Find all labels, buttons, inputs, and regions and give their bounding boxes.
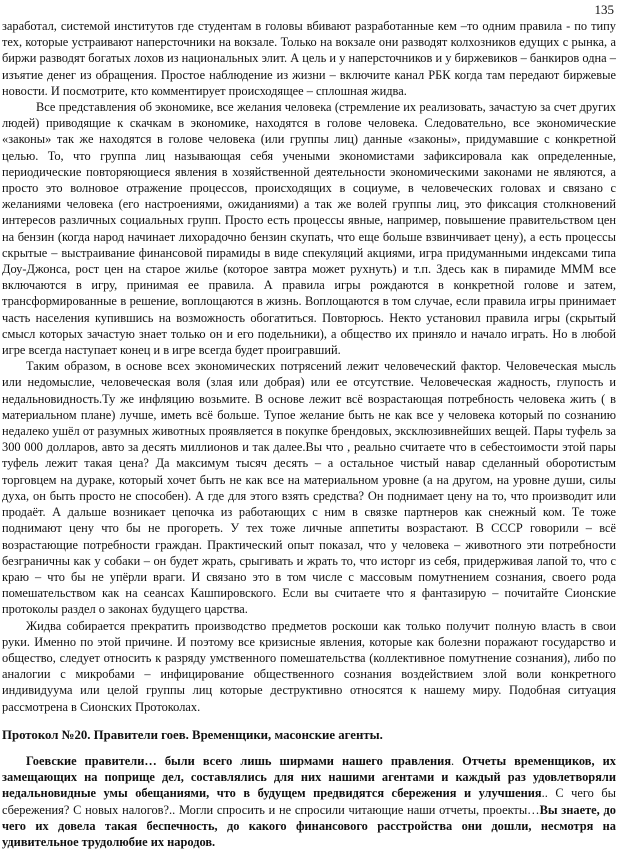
paragraph-protocol-20 bbox=[2, 753, 616, 850]
paragraph-2: Все представления об экономике, все желания человека (стремление их реализовать, зачастую за счет других людей) приводящие к скачкам в экономике, находятся в голове человека. Следовательно, все экономические «законы» так же находятся в голове человека (или группы лиц) данные «законы», придумавшие с конкретной целью. То, что группа лиц называющая себя учеными экономистами зафиксировала как определенные, периодические повторяющиеся явления в хозяйственной деятельности экономическими законами не являются, а просто это волновое отражение процессов, происходящих в социуме, в человеческих головах и связано с желаниями человека (его настроениями, ожиданиями) а так же волей группы лиц, это фиксация столкновений интересов различных социальных групп. Просто есть процессы явные, например, повышение правительством цен на бензин (когда народ начинает лихорадочно бензин скупать, что еще больше взвинчивает цену), а есть процессы скрытые – выстраивание финансовой пирамиды в виде спекуляций акциями, игра придуманными индексами типа Доу-Джонса, рост цен на старое жилье (которое завтра может рухнуть) и т.п. Здесь как в пирамиде МММ все включаются в игру, принимая ее правила. А правила игры рождаются в конкретной голове и затем, трансформированные в решение, воплощаются в жизнь. Воплощаются в том случае, если правила игры принимает часть населения купившись на возможность обогатиться. Повторюсь. Некто установил правила игры (скрытый смысл которых зачастую знает только он и его подельники), а общество их приняло и начало играть. Но в любой игре всегда наступает конец и в игре всегда будет проигравший. bbox=[2, 100, 616, 358]
paragraph-1: заработал, системой институтов где студентам в головы вбивают разработанные кем –то одним правила - по типу тех, которые устраивают наперсточники на вокзале. Только на вокзале они разводят колхозников едущих с рынка, а биржи разводят богатых лохов из национальных элит. А цель и у наперсточников и у биржевиков – банкиров одна – изъятие денег из обращения. Простое наблюдение из жизни – включите канал РБК когда там передают биржевые новости. И посмотрите, кто комментирует происходящее – сплошная жидва. bbox=[2, 19, 616, 98]
section-heading: Протокол №20. Правители гоев. Временщики, масонские агенты. bbox=[2, 727, 383, 742]
paragraph-4: Жидва собирается прекратить производство предметов роскоши как только получит полную власть в свои руки. Именно по этой причине. И поэтому все кризисные явления, которые как болезни поражают государство и общество, следует относить к разряду умственного помешательства (коллективное помутнение сознания), либо по аналогии с микробами – инфицирование общественного сознания воздействием злой воли конкретного индивидуума или целой группы лиц которые деструктивно относятся к нашему миру. Подобная ситуация рассмотрена в Сионских Протоколах. bbox=[2, 618, 616, 714]
paragraph-3: Таким образом, в основе всех экономических потрясений лежит человеческий фактор. Человеческая мысль или недомыслие, человеческая воля (злая или добрая) или ее отсутствие. Человеческая жадность, глупость и недальновидность.Ту же инфляцию возьмите. В основе лежит всё возрастающая потребность человека жить ( в материальном плане) лучше, иметь всё больше. Тупое желание быть не как все у человека который по сознанию недалеко ушёл от разумных животных проявляется в покупке брендовых, эксклюзивнейших вещей. Пары туфель за 300 000 долларов, авто за десять миллионов и так далее.Вы что , реально считаете что в себестоимости этой пары туфель лежит такая цена? Да максимум тысяч десять – а остальное чистый навар сделанный оборотистым торговцем на дураке, который хочет быть не как все на материальном уровне (а на другом, на уровне души, силы духа, он быть просто не способен). А где для этого взять средства? Он поднимает цену на то, что производит или продаёт. А дальше возникает цепочка из работающих с ним в связке партнеров как снежный ком. Те тоже поднимают цену что бы не прогореть. У тех тоже личные аппетиты возрастают. В СССР говорили – всё возрастающие потребности граждан. Практический опыт показал, что у человека – животного эти потребности безграничны как у собаки – он будет жрать, срыгивать и жрать то, что исторг из себя, придерживая лапой то, что с краю – что бы не упёрли враги. И связано это в том числе с массовым помутнением сознания, своего рода помешательством как на сеансах Кашпировского. Если вы считаете что я фантазирую – почитайте Сионские протоколы раздел о законах будущего царства. bbox=[2, 359, 616, 617]
bold-text-3: Вы знаете, до чего их довела такая беспечность, до какого финансового расстройства они дошли, несмотря на удивительное трудолюбие их народов. bbox=[2, 802, 616, 849]
page-number: 135 bbox=[594, 2, 614, 17]
bold-text-2: Отчеты временщиков, их замещающих на поприще дел, составлялись для них нашими агентами и каждый раз удовлетворяли недальновидные умы обещаниями, что в будущем предвидятся сбережения и улучшения bbox=[2, 753, 616, 801]
document-body bbox=[2, 18, 616, 850]
normal-text-1: . bbox=[451, 753, 463, 768]
normal-text-2: .. С чего бы сбережения? С новых налогов?.. Могли спросить и не спросили читающие наши отчеты, проекты… bbox=[2, 786, 616, 817]
bold-text-1: Гоевские правители… были всего лишь ширмами нашего правления bbox=[26, 753, 452, 768]
